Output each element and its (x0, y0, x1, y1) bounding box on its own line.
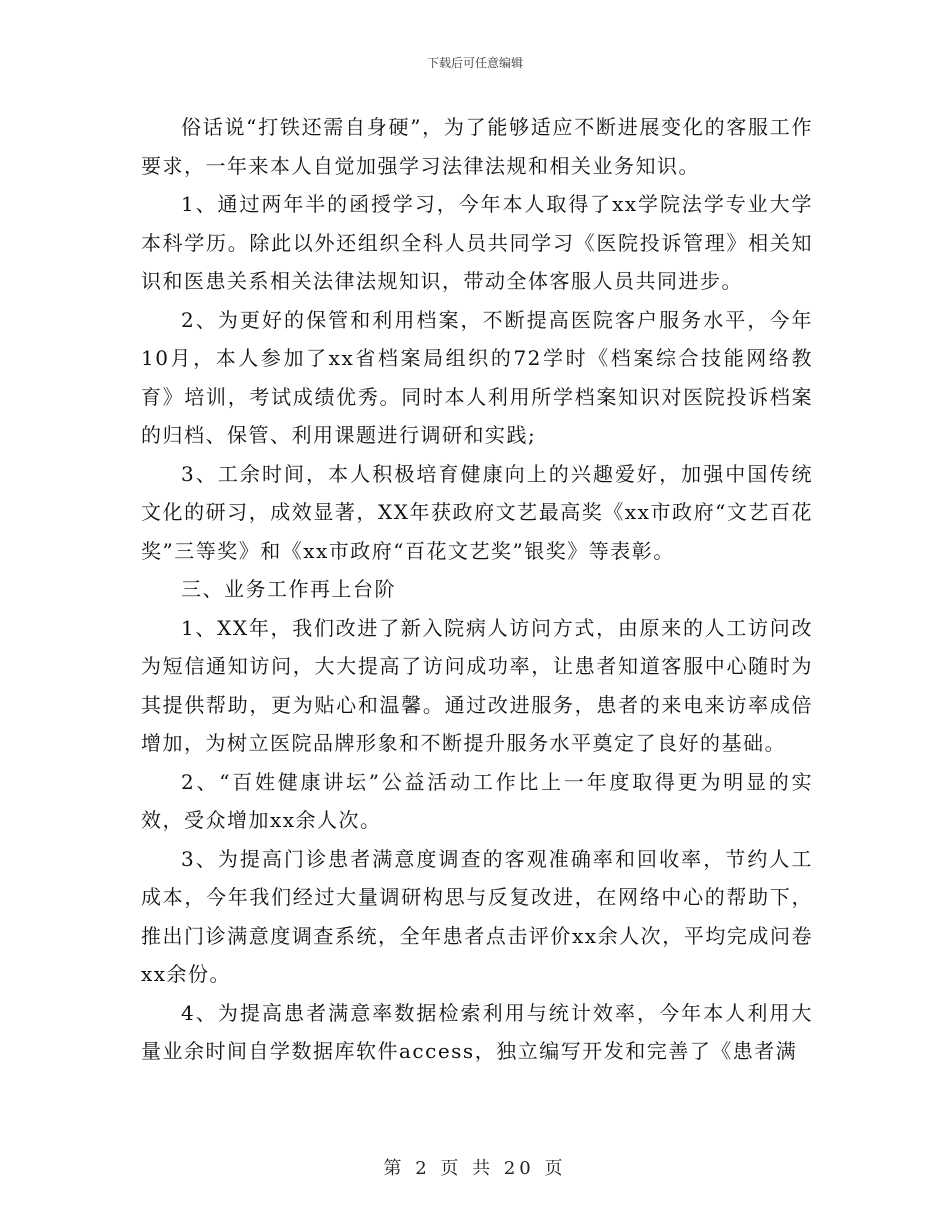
paragraph: 3、为提高门诊患者满意度调查的客观准确率和回收率，节约人工成本，今年我们经过大量调研构思与反复改进，在网络中心的帮助下，推出门诊满意度调查系统，全年患者点击评价xx余人次，平均完成问卷xx余份。 (141, 846, 813, 986)
page-footer: 第 2 页 共 20 页 (383, 1158, 567, 1179)
paragraph: 1、XX年，我们改进了新入院病人访问方式，由原来的人工访问改为短信通知访问，大大提高了访问成功率，让患者知道客服中心随时为其提供帮助，更为贴心和温馨。通过改进服务，患者的来电来访率成倍增加，为树立医院品牌形象和不断提升服务水平奠定了良好的基础。 (141, 615, 813, 755)
section-heading: 三、业务工作再上台阶 (181, 577, 396, 601)
document-body (141, 108, 813, 1071)
page-header: 下载后可任意编辑 (426, 56, 523, 70)
paragraph: 俗话说“打铁还需自身硬”，为了能够适应不断进展变化的客服工作要求，一年来本人自觉加强学习法律法规和相关业务知识。 (141, 115, 813, 178)
paragraph: 3、工余时间，本人积极培育健康向上的兴趣爱好，加强中国传统文化的研习，成效显著，XX年获政府文艺最高奖《xx市政府“文艺百花奖”三等奖》和《xx市政府“百花文艺奖”银奖》等表彰。 (141, 461, 813, 563)
paragraph: 1、通过两年半的函授学习，今年本人取得了xx学院法学专业大学本科学历。除此以外还组织全科人员共同学习《医院投诉管理》相关知识和医患关系相关法律法规知识，带动全体客服人员共同进步。 (141, 192, 813, 293)
paragraph: 4、为提高患者满意率数据检索利用与统计效率，今年本人利用大量业余时间自学数据库软件access，独立编写开发和完善了《患者满 (141, 1000, 813, 1063)
paragraph: 2、“百姓健康讲坛”公益活动工作比上一年度取得更为明显的实效，受众增加xx余人次。 (141, 769, 813, 832)
paragraph: 2、为更好的保管和利用档案，不断提高医院客户服务水平，今年10月，本人参加了xx省档案局组织的72学时《档案综合技能网络教育》培训，考试成绩优秀。同时本人利用所学档案知识对医院投诉档案的归档、保管、利用课题进行调研和实践; (141, 307, 813, 447)
